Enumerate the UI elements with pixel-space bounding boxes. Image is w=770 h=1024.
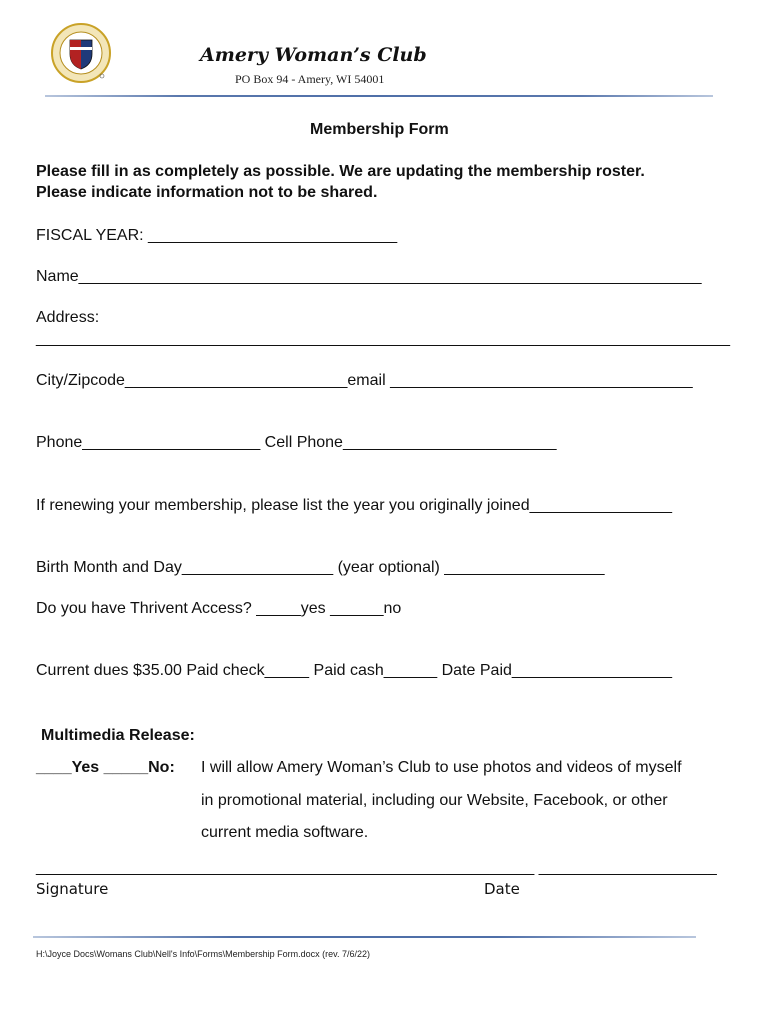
form-title: Membership Form (310, 121, 449, 138)
instructions-line-2: Please indicate information not to be shared. (36, 184, 378, 201)
date-label: Date (484, 880, 520, 898)
dues-payment-field[interactable]: Current dues $35.00 Paid check_____ Paid cash______ Date Paid__________________ (36, 662, 673, 679)
footer-rule (33, 936, 696, 938)
address-field[interactable]: ______________________________________________________________________________ (36, 330, 731, 347)
multimedia-consent-options[interactable]: ____Yes _____No: (36, 759, 175, 776)
multimedia-release-text-1: I will allow Amery Woman’s Club to use photos and videos of myself (201, 759, 682, 776)
fiscal-year-field[interactable]: FISCAL YEAR: ____________________________ (36, 227, 398, 244)
instructions-line-1: Please fill in as completely as possible. We are updating the membership roster. (36, 163, 645, 180)
birth-date-field[interactable]: Birth Month and Day_________________ (year optional) __________________ (36, 559, 605, 576)
year-joined-field[interactable]: If renewing your membership, please list the year you originally joined________________ (36, 497, 672, 514)
address-label: Address: (36, 309, 100, 326)
multimedia-release-heading: Multimedia Release: (41, 727, 195, 744)
signature-date-line[interactable]: ________________________________________________________ ____________________ (36, 859, 717, 876)
phone-field[interactable]: Phone____________________ Cell Phone________________________ (36, 434, 557, 451)
thrivent-access-field[interactable]: Do you have Thrivent Access? _____yes ______no (36, 600, 402, 617)
name-field[interactable]: Name______________________________________________________________________ (36, 268, 702, 285)
club-seal-logo (50, 22, 112, 84)
club-name: Amery Woman’s Club (200, 44, 427, 66)
header-rule (45, 95, 713, 97)
city-email-field[interactable]: City/Zipcode_________________________email __________________________________ (36, 372, 693, 389)
footer-file-path: H:\Joyce Docs\Womans Club\Nell's Info\Forms\Membership Form.docx (rev. 7/6/22) (36, 949, 370, 959)
club-address: PO Box 94 - Amery, WI 54001 (235, 72, 385, 86)
multimedia-release-text-3: current media software. (201, 824, 369, 841)
signature-label: Signature (36, 880, 109, 898)
multimedia-release-text-2: in promotional material, including our Website, Facebook, or other (201, 792, 668, 809)
